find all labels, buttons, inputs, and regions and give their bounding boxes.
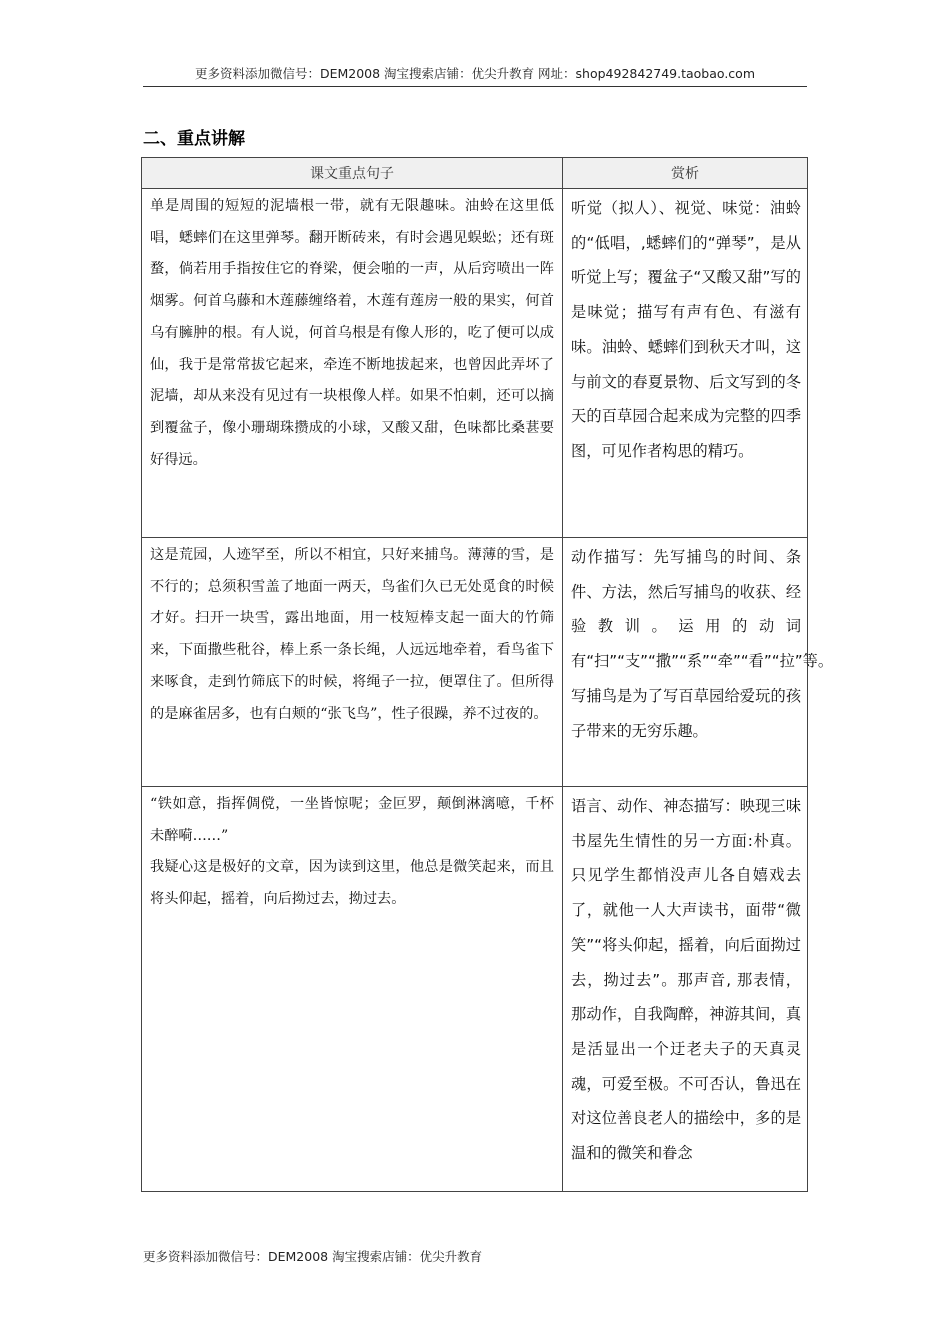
quoted-text: “铁如意，指挥倜傥，一坐皆惊呢；金叵罗，颠倒淋漓噫，千杯未醉嗬……” [150,796,554,844]
key-sentences-table [141,157,834,1192]
analysis-cell: 语言、动作、神态描写：映现三味书屋先生情性的另一方面:朴真。只见学生都悄没声儿各自嬉戏去了，就他一人大声读书，面带“微笑”“将头仰起，摇着，向后面拗过去，拗过去”。那声音, 那表情，那动作，自我陶醉，神游其间，真是活显出一个迂老夫子的天真灵魂，可爱至极。不可否认，鲁迅在对这位善良老人的描绘中，多的是温和的微笑和眷念 [563,787,808,1192]
table-header-row [142,158,808,189]
table-row [142,538,808,787]
column-header-sentence: 课文重点句子 [142,158,563,189]
sentence-cell: 单是周围的短短的泥墙根一带，就有无限趣味。油蛉在这里低唱，蟋蟀们在这里弹琴。翻开断砖来，有时会遇见蜈蚣；还有斑蝥，倘若用手指按住它的脊梁，便会啪的一声，从后窍喷出一阵烟雾。何首乌藤和木莲藤缠络着，木莲有莲房一般的果实，何首乌有臃肿的根。有人说，何首乌根是有像人形的，吃了便可以成仙，我于是常常拔它起来，牵连不断地拔起来，也曾因此弄坏了泥墙，却从来没有见过有一块根像人样。如果不怕刺，还可以摘到覆盆子，像小珊瑚珠攒成的小球，又酸又甜，色味都比桑葚要好得远。 [142,189,563,538]
sentence-cell [142,787,563,1192]
sentence-text: 我疑心这是极好的文章，因为读到这里，他总是微笑起来，而且将头仰起，摇着，向后拗过去，拗过去。 [150,859,554,908]
sentence-cell: 这是荒园，人迹罕至，所以不相宜，只好来捕鸟。薄薄的雪，是不行的；总须积雪盖了地面一两天，鸟雀们久已无处觅食的时候才好。扫开一块雪，露出地面，用一枝短棒支起一面大的竹筛来，下面撒些秕谷，棒上系一条长绳，人远远地牵着，看鸟雀下来啄食，走到竹筛底下的时候，将绳子一拉，便罩住了。但所得的是麻雀居多，也有白颊的“张飞鸟”，性子很躁，养不过夜的。 [142,538,563,787]
analysis-cell: 听觉（拟人）、视觉、味觉：油蛉的“低唱，,蟋蟀们的“弹琴”，是从听觉上写；覆盆子“又酸又甜”写的是味觉；描写有声有色、有滋有味。油蛉、蟋蟀们到秋天才叫，这与前文的春夏景物、后文写到的冬天的百草园合起来成为完整的四季图，可见作者构思的精巧。 [563,189,808,538]
page-header: 更多资料添加微信号：DEM2008 淘宝搜索店铺：优尖升教育 网址：shop492842749.taobao.com [143,64,807,87]
page-footer: 更多资料添加微信号：DEM2008 淘宝搜索店铺：优尖升教育 [143,1249,483,1264]
table-row [142,189,808,538]
analysis-cell: 动作描写：先写捕鸟的时间、条件、方法，然后写捕鸟的收获、经验教训。运用的动词有“扫”“支”“撒”“系”“牵”“看”“拉”等。写捕鸟是为了写百草园给爱玩的孩子带来的无穷乐趣。 [563,538,808,787]
table-row [142,787,808,1192]
section-title: 二、重点讲解 [143,129,245,149]
column-header-analysis: 赏析 [563,158,808,189]
